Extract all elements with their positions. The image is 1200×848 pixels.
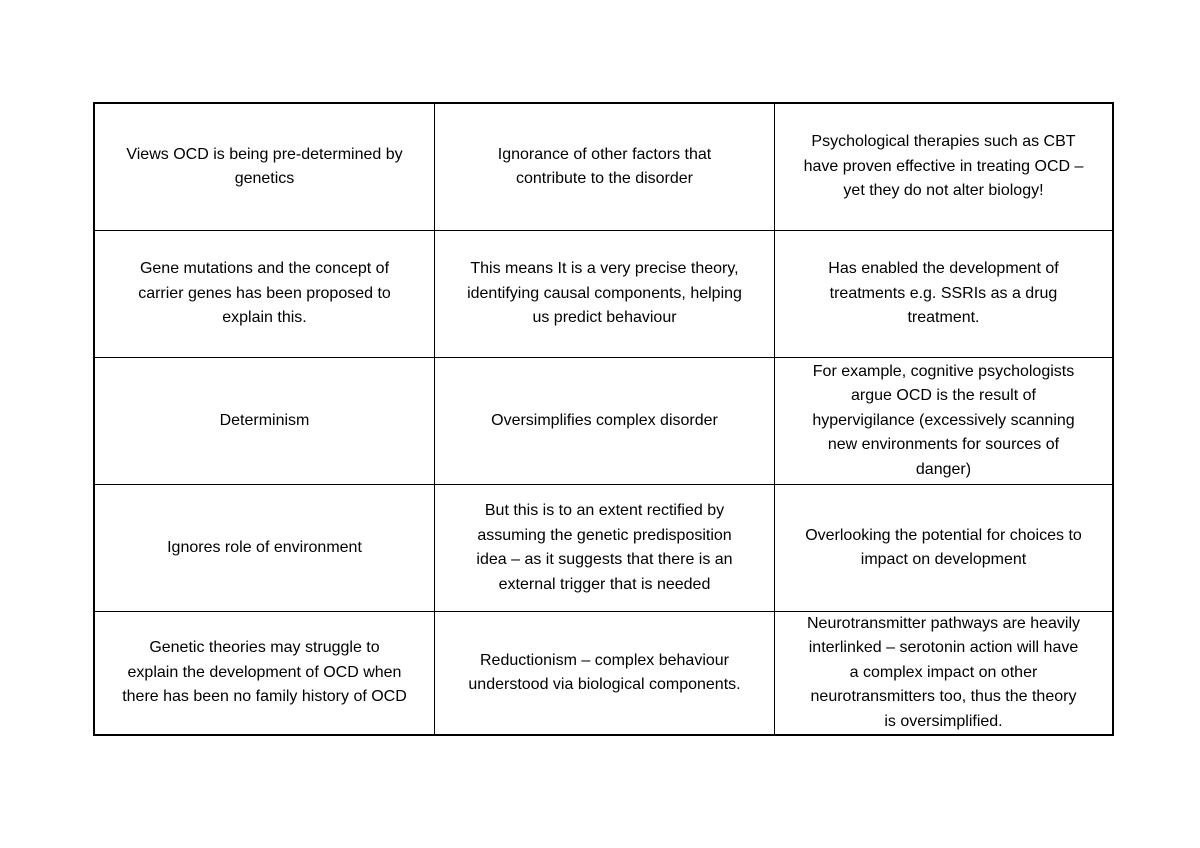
table-cell-r2-c3: Has enabled the development of treatments e.g. SSRIs as a drug treatment. xyxy=(775,231,1112,358)
table-cell-r5-c1: Genetic theories may struggle to explain the development of OCD when there has been no family history of OCD xyxy=(95,612,435,734)
table-cell-r4-c1: Ignores role of environment xyxy=(95,485,435,612)
table-cell-r2-c1: Gene mutations and the concept of carrier genes has been proposed to explain this. xyxy=(95,231,435,358)
table-cell-r2-c2: This means It is a very precise theory, identifying causal components, helping us predict behaviour xyxy=(435,231,775,358)
table-cell-r4-c3: Overlooking the potential for choices to impact on development xyxy=(775,485,1112,612)
table-cell-r5-c2: Reductionism – complex behaviour understood via biological components. xyxy=(435,612,775,734)
table-cell-r3-c3: For example, cognitive psychologists argue OCD is the result of hypervigilance (excessively scanning new environments for sources of danger) xyxy=(775,358,1112,485)
evaluation-table xyxy=(93,102,1114,736)
table-cell-r1-c3: Psychological therapies such as CBT have proven effective in treating OCD – yet they do not alter biology! xyxy=(775,104,1112,231)
table-cell-r1-c1: Views OCD is being pre-determined by genetics xyxy=(95,104,435,231)
table-cell-r5-c3: Neurotransmitter pathways are heavily interlinked – serotonin action will have a complex impact on other neurotransmitters too, thus the theory is oversimplified. xyxy=(806,614,1080,730)
table-cell-r4-c2: But this is to an extent rectified by assuming the genetic predisposition idea – as it suggests that there is an external trigger that is needed xyxy=(435,485,775,612)
table-cell-r1-c2: Ignorance of other factors that contribute to the disorder xyxy=(435,104,775,231)
table-cell-r3-c1: Determinism xyxy=(95,358,435,485)
table-cell-r3-c2: Oversimplifies complex disorder xyxy=(435,358,775,485)
